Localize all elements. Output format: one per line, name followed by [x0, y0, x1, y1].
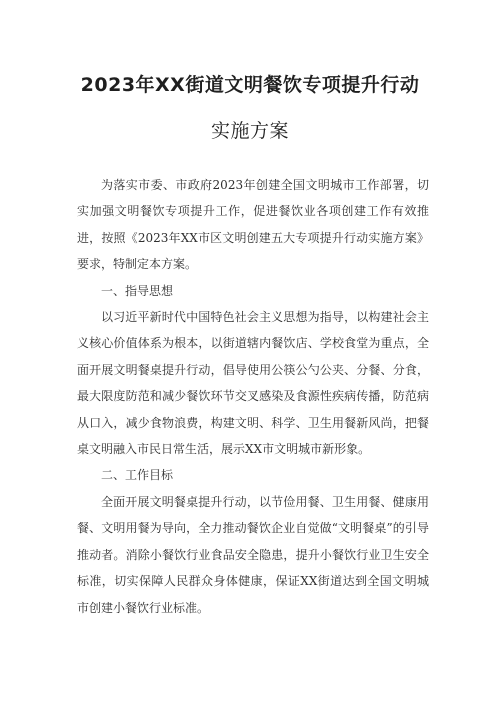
- intro-paragraph: 为落实市委、市政府2023年创建全国文明城市工作部署，切实加强文明餐饮专项提升工作，促进餐饮业各项创建工作有效推进，按照《2023年XX市区文明创建五大专项提升行动实施方案》要求，特制定本方案。: [77, 178, 429, 272]
- section-paragraph-guiding-ideology: 以习近平新时代中国特色社会主义思想为指导，以构建社会主义核心价值体系为根本，以街道辖内餐饮店、学校食堂为重点，全面开展文明餐桌提升行动，倡导使用公筷公勺公夹、分餐、分食，最大限度防范和减少餐饮环节交叉感染及食源性疾病传播，防范病从口入，减少食物浪费，构建文明、科学、卫生用餐新风尚，把餐桌文明融入市民日常生活，展示XX市文明城市新形象。: [77, 310, 429, 457]
- document-title: 2023年XX街道文明餐饮专项提升行动: [80, 74, 420, 96]
- document-subtitle: 实施方案: [210, 120, 289, 142]
- section-heading-work-goals: 二、工作目标: [101, 468, 174, 483]
- section-paragraph-work-goals: 全面开展文明餐桌提升行动，以节俭用餐、卫生用餐、健康用餐、文明用餐为导向，全力推动餐饮企业自觉做“文明餐桌”的引导推动者。消除小餐饮行业食品安全隐患，提升小餐饮行业卫生安全标准，切实保障人民群众身体健康，保证XX街道达到全国文明城市创建小餐饮行业标准。: [77, 494, 429, 615]
- document-body: [77, 172, 429, 621]
- section-heading-guiding-ideology: 一、指导思想: [101, 283, 174, 298]
